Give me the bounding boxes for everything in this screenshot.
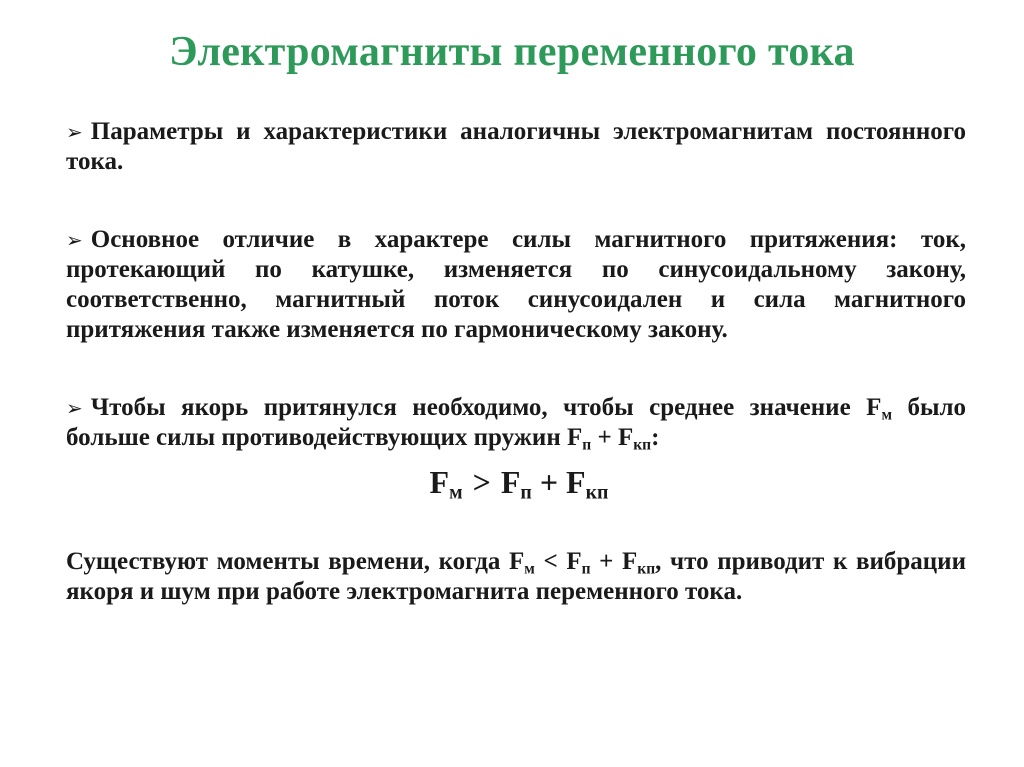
bullet-2 <box>66 225 966 345</box>
slide-body <box>66 117 966 607</box>
fp-symbol: $F_п$ <box>566 424 592 454</box>
bullet-3 <box>66 393 966 453</box>
bullet-1 <box>66 117 966 177</box>
bullet-3-text-mid: было больше силы противодействующих пружин <box>66 394 967 451</box>
bullet-1-text: Параметры и характеристики аналогичны электромагнитам постоянного тока. <box>66 118 966 175</box>
bullet-3-text-after: : <box>651 424 660 451</box>
force-inequality-formula <box>66 464 966 504</box>
conclusion-fp: $F_п$ <box>566 548 591 578</box>
conclusion-text-before: Существуют моменты времени, когда <box>66 548 510 575</box>
conclusion-fm: $F_м$ <box>509 548 535 578</box>
bullet-3-text-before: Чтобы якорь притянулся необходимо, чтобы среднее значение <box>90 394 867 421</box>
conclusion-text-after: , что приводит к вибрации якоря и шум при работе электромагнита переменного тока. <box>66 548 966 605</box>
arrow-bullet-icon: ➢ <box>66 228 83 252</box>
conclusion-fkp: $F_{кп}$ <box>622 548 656 578</box>
formula-plus: + <box>539 464 559 500</box>
fkp-symbol: $F_{кп}$ <box>617 424 652 454</box>
bullet-2-text: Основное отличие в характере силы магнитного притяжения: ток, протекающий по катушке, изменяется по синусоидальному закону, соответственно, магнитный поток синусоидален и сила магнитного притяжения также изменяется по гармоническому закону. <box>66 226 966 343</box>
formula-fm: $F_м$ <box>429 464 463 504</box>
slide-title: Электромагниты переменного тока <box>169 29 855 75</box>
conclusion-paragraph <box>66 547 966 607</box>
arrow-bullet-icon: ➢ <box>66 396 83 420</box>
formula-greater-than: > <box>472 464 491 500</box>
conclusion-plus: + <box>590 548 623 575</box>
formula-fp: $F_п$ <box>500 464 532 504</box>
conclusion-less-than: < <box>534 548 567 575</box>
plus-sign: + <box>591 424 618 451</box>
arrow-bullet-icon: ➢ <box>66 120 83 144</box>
formula-fkp: $F_{кп}$ <box>566 464 609 504</box>
fm-symbol: $F_м$ <box>866 394 892 424</box>
